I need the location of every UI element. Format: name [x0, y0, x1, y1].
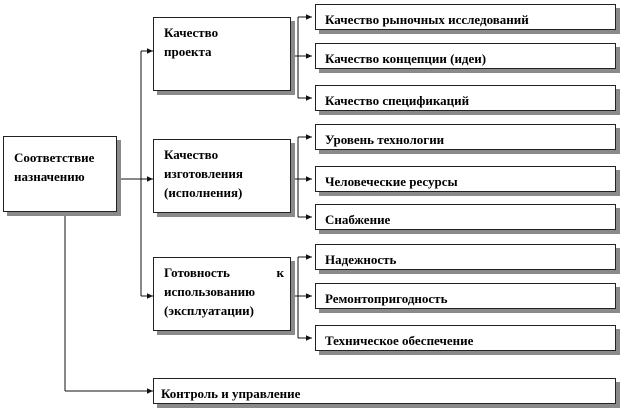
leaf-label: Уровень технологии: [325, 132, 445, 147]
leaf-label: Качество рыночных исследований: [325, 12, 529, 27]
control-label: Контроль и управление: [161, 386, 301, 401]
leaf-technology-level: [315, 124, 616, 150]
group-3-line-1a: Готовность: [164, 265, 230, 280]
leaf-supply: [315, 204, 616, 230]
group-3-line-1: [164, 263, 284, 282]
group-1-line-1: Качество: [164, 25, 219, 40]
root-line-1: Соответствие: [14, 150, 95, 165]
root-line-2: назначению: [14, 169, 85, 184]
group-3-line-1b: к: [276, 265, 284, 280]
group-2-line-2: изготовления: [164, 166, 243, 181]
leaf-label: Качество спецификаций: [325, 93, 470, 108]
leaf-label: Ремонтопригодность: [325, 291, 448, 306]
leaf-label: Техническое обеспечение: [325, 333, 474, 348]
group-2-line-3: (исполнения): [164, 185, 243, 200]
leaf-label: Человеческие ресурсы: [325, 174, 458, 189]
leaf-market-research-quality: [315, 4, 616, 30]
group-box-production-quality: [153, 139, 291, 213]
group-3-line-3: (эксплуатации): [164, 303, 255, 318]
group-2-line-1: Качество: [164, 147, 219, 162]
leaf-reliability: [315, 244, 616, 270]
leaf-label: Снабжение: [325, 212, 391, 227]
leaf-specification-quality: [315, 85, 616, 111]
leaf-technical-support: [315, 325, 616, 351]
group-box-design-quality: [153, 17, 291, 91]
leaf-maintainability: [315, 283, 616, 309]
group-3-line-2: использованию: [164, 284, 256, 299]
leaf-label: Качество концепции (идеи): [325, 51, 487, 66]
root-box: [3, 136, 117, 212]
leaf-concept-quality: [315, 43, 616, 69]
leaf-label: Надежность: [325, 252, 397, 267]
group-1-line-2: проекта: [164, 44, 212, 59]
control-box: [153, 378, 616, 404]
leaf-human-resources: [315, 166, 616, 192]
group-box-readiness: [153, 257, 291, 331]
